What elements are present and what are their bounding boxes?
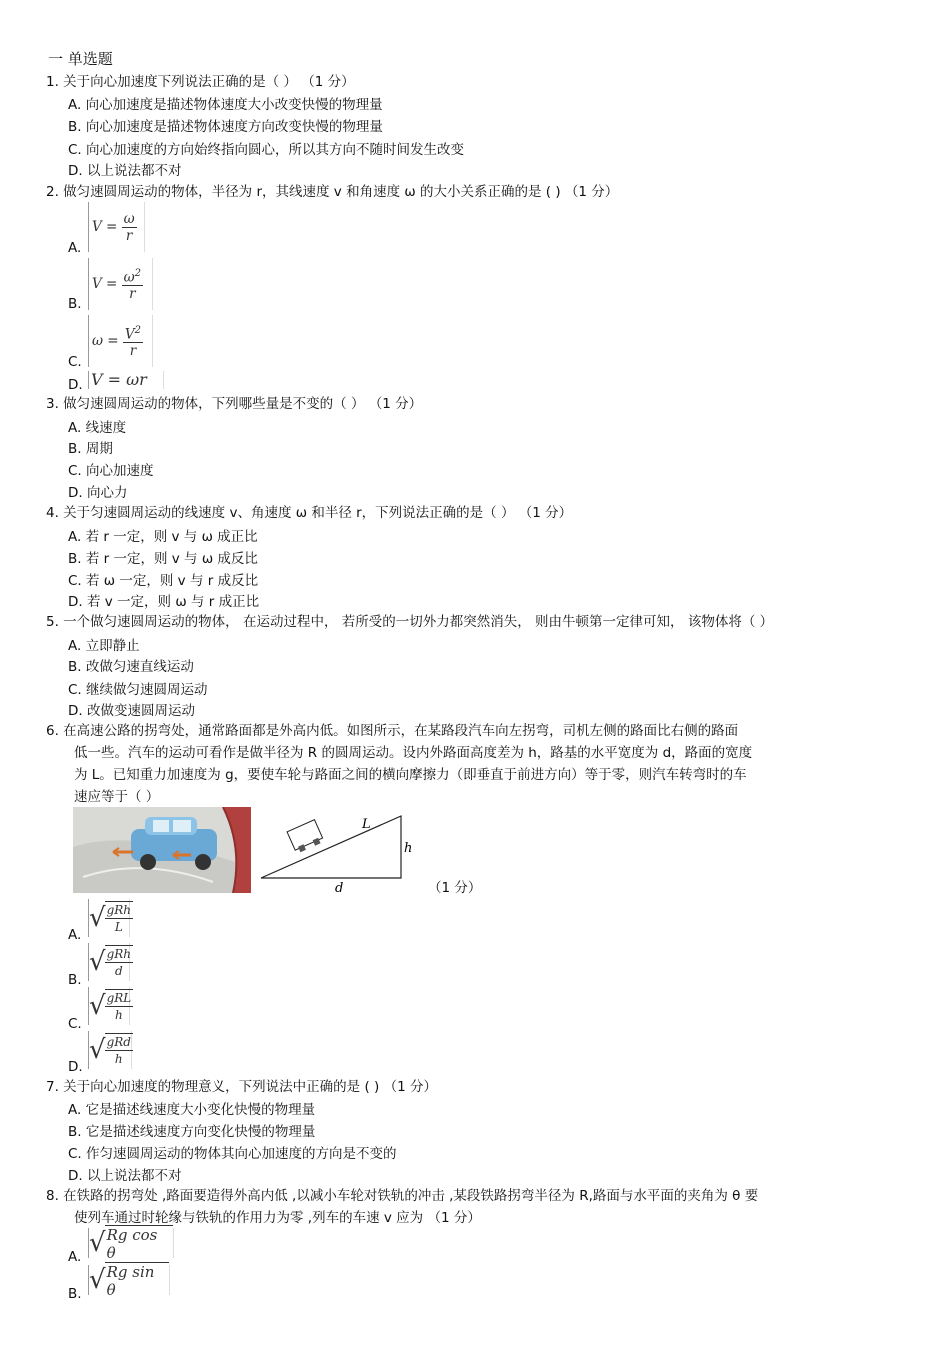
question-3-stem: 3. 做匀速圆周运动的物体，下列哪些量是不变的（ ） （1 分）	[46, 396, 423, 412]
formula-q6-b: √ $\frac{\text{gRh}}{d}$	[88, 943, 130, 981]
incline-label-l: L	[362, 817, 371, 832]
sqrt-icon: √	[89, 1228, 106, 1258]
question-3-option-b: B. 周期	[68, 441, 113, 457]
question-3-option-c: C. 向心加速度	[68, 463, 154, 479]
question-7-option-c: C. 作匀速圆周运动的物体其向心加速度的方向是不变的	[68, 1146, 397, 1162]
sqrt-icon: √	[89, 1035, 106, 1065]
question-3-option-a: A. 线速度	[68, 420, 127, 436]
fraction: $\frac{\omega}{r}$	[123, 210, 135, 244]
question-7-stem: 7. 关于向心加速度的物理意义，下列说法中正确的是 ( ) （1 分）	[46, 1079, 437, 1095]
fraction: $\frac{\omega^2}{r}$	[123, 267, 142, 303]
question-1-option-c: C. 向心加速度的方向始终指向圆心，所以其方向不随时间发生改变	[68, 142, 465, 158]
question-6-option-c: C.	[68, 1016, 82, 1032]
incline-diagram	[258, 810, 423, 896]
car-turning-photo	[73, 807, 251, 893]
question-5-option-b: B. 改做匀速直线运动	[68, 659, 194, 675]
question-2-option-c: C.	[68, 354, 82, 370]
formula-q6-a: √ $\frac{\text{gRh}}{L}$	[88, 899, 130, 937]
formula-q2-b: V = $\frac{\omega^2}{r}$	[88, 258, 153, 310]
fraction: $\frac{V^2}{r}$	[124, 324, 142, 360]
question-1-option-a: A. 向心加速度是描述物体速度大小改变快慢的物理量	[68, 97, 383, 113]
question-2-option-a: A.	[68, 240, 82, 256]
question-8-option-a: A.	[68, 1249, 82, 1265]
question-1-option-d: D. 以上说法都不对	[68, 163, 182, 179]
question-2-stem: 2. 做匀速圆周运动的物体，半径为 r，其线速度 v 和角速度 ω 的大小关系正确的是 ( ) （1 分）	[46, 184, 619, 200]
question-6-option-a: A.	[68, 927, 82, 943]
formula-q8-a: √ Rg cos θ	[88, 1228, 174, 1258]
formula-q2-d: V = ωr	[88, 371, 164, 389]
question-5-option-a: A. 立即静止	[68, 638, 140, 654]
question-5-option-c: C. 继续做匀速圆周运动	[68, 682, 208, 698]
question-7-option-a: A. 它是描述线速度大小变化快慢的物理量	[68, 1102, 316, 1118]
question-6-stem-line-4: 速应等于（ ）	[74, 789, 160, 805]
question-6-stem-line-2: 低一些。汽车的运动可看作是做半径为 R 的圆周运动。设内外路面高度差为 h，路基的水平宽度为 d，路面的宽度	[74, 745, 753, 761]
question-7-option-d: D. 以上说法都不对	[68, 1168, 182, 1184]
sqrt-icon: √	[89, 903, 106, 933]
question-6-stem-line-3: 为 L。已知重力加速度为 g，要使车轮与路面之间的横向摩擦力（即垂直于前进方向）等于零，则汽车转弯时的车	[74, 767, 747, 783]
question-8-stem-line-1: 8. 在铁路的拐弯处 ,路面要造得外高内低 ,以减小车轮对铁轨的冲击 ,某段铁路拐弯半径为 R,路面与水平面的夹角为 θ 要	[46, 1188, 759, 1204]
sqrt-icon: √	[89, 1265, 106, 1295]
question-1-option-b: B. 向心加速度是描述物体速度方向改变快慢的物理量	[68, 119, 383, 135]
question-6-score: （1 分）	[428, 880, 482, 896]
question-8-option-b: B.	[68, 1286, 82, 1302]
question-4-option-a: A. 若 r 一定，则 v 与 ω 成正比	[68, 529, 258, 545]
sqrt-icon: √	[89, 991, 106, 1021]
formula-q2-a: V = $\frac{\omega}{r}$	[88, 202, 145, 252]
question-6-option-b: B.	[68, 972, 82, 988]
sqrt-icon: √	[89, 947, 106, 977]
question-5-stem: 5. 一个做匀速圆周运动的物体， 在运动过程中， 若所受的一切外力都突然消失， 则由牛顿第一定律可知， 该物体将（ ）	[46, 614, 774, 630]
question-4-stem: 4. 关于匀速圆周运动的线速度 v、角速度 ω 和半径 r，下列说法正确的是（ ） （1 分）	[46, 505, 573, 521]
formula-q8-b: √ Rg sin θ	[88, 1265, 170, 1295]
formula-q6-c: √ $\frac{\text{gRL}}{h}$	[88, 987, 130, 1025]
formula-q2-c: ω = $\frac{V^2}{r}$	[88, 315, 153, 367]
question-4-option-d: D. 若 v 一定，则 ω 与 r 成正比	[68, 594, 260, 610]
question-2-option-b: B.	[68, 296, 82, 312]
question-3-option-d: D. 向心力	[68, 485, 128, 501]
question-8-stem-line-2: 使列车通过时轮缘与铁轨的作用力为零 ,列车的车速 v 应为 （1 分）	[74, 1210, 481, 1226]
question-5-option-d: D. 改做变速圆周运动	[68, 703, 195, 719]
question-6-stem-line-1: 6. 在高速公路的拐弯处，通常路面都是外高内低。如图所示，在某路段汽车向左拐弯，司机左侧的路面比右侧的路面	[46, 723, 739, 739]
question-6-option-d: D.	[68, 1059, 83, 1075]
incline-label-d: d	[335, 881, 344, 896]
question-4-option-b: B. 若 r 一定，则 v 与 ω 成反比	[68, 551, 258, 567]
question-4-option-c: C. 若 ω 一定，则 v 与 r 成反比	[68, 573, 259, 589]
question-1-stem: 1. 关于向心加速度下列说法正确的是（ ） （1 分）	[46, 74, 355, 90]
question-7-option-b: B. 它是描述线速度方向变化快慢的物理量	[68, 1124, 316, 1140]
question-2-option-d: D.	[68, 377, 83, 393]
formula-q6-d: √ $\frac{\text{gRd}}{h}$	[88, 1031, 132, 1069]
section-title: 一 单选题	[48, 50, 113, 68]
incline-label-h: h	[404, 841, 413, 856]
